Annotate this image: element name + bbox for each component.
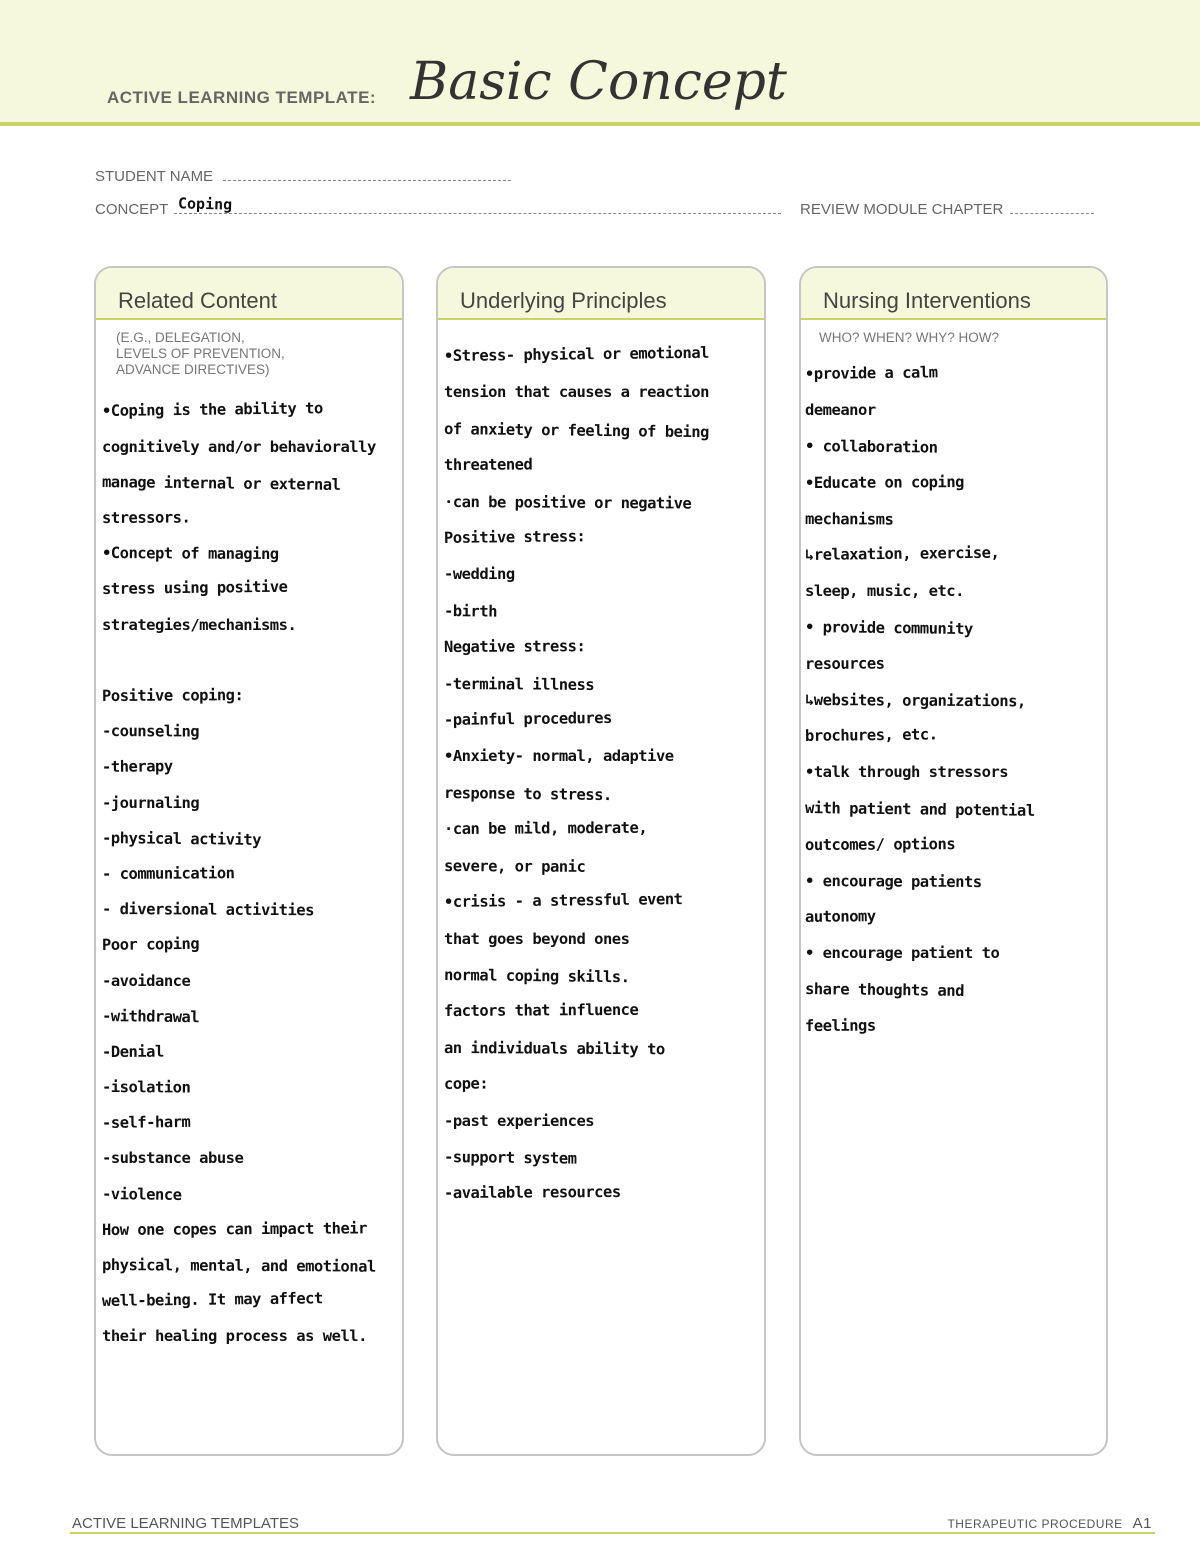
note-line: factors that influence bbox=[443, 1001, 639, 1021]
note-line: physical, mental, and emotional bbox=[101, 1256, 376, 1276]
note-line: with patient and potential bbox=[804, 799, 1035, 821]
note-line: resources bbox=[804, 654, 885, 673]
note-line: -therapy bbox=[101, 757, 173, 776]
note-line: tension that causes a reaction bbox=[444, 383, 709, 402]
note-line: •Stress- physical or emotional bbox=[443, 343, 710, 365]
nursing-interventions-subtitle bbox=[819, 330, 999, 346]
note-line: ↳websites, organizations, bbox=[804, 690, 1026, 711]
student-name-label: STUDENT NAME bbox=[95, 168, 214, 185]
note-line: -Denial bbox=[101, 1042, 164, 1061]
nursing-interventions-header bbox=[801, 268, 1106, 320]
note-line: stress using positive bbox=[101, 577, 288, 598]
footer-divider bbox=[70, 1532, 1155, 1534]
note-line: - communication bbox=[101, 863, 235, 883]
note-line: -terminal illness bbox=[443, 674, 595, 694]
subtitle-line: ADVANCE DIRECTIVES) bbox=[116, 362, 270, 377]
note-line: Negative stress: bbox=[443, 637, 586, 657]
note-line: strategies/mechanisms. bbox=[102, 615, 297, 634]
nursing-interventions-title: Nursing Interventions bbox=[823, 288, 1031, 313]
nursing-interventions-panel bbox=[799, 266, 1108, 1456]
review-module-field bbox=[800, 199, 1094, 218]
note-line: - diversional activities bbox=[101, 900, 315, 920]
note-line: autonomy bbox=[804, 907, 876, 927]
note-line: • encourage patient to bbox=[805, 944, 1000, 963]
note-line: mechanisms bbox=[804, 509, 894, 529]
note-line: well-being. It may affect bbox=[101, 1289, 323, 1310]
concept-value: Coping bbox=[178, 194, 233, 214]
related-content-notes bbox=[96, 394, 402, 1355]
page-title: Basic Concept bbox=[410, 52, 787, 112]
note-line: demeanor bbox=[805, 401, 876, 420]
note-line: cognitively and/or behaviorally bbox=[102, 437, 376, 456]
note-line: -painful procedures bbox=[443, 709, 612, 730]
note-line: ·can be mild, moderate, bbox=[443, 819, 648, 839]
note-line: their healing process as well. bbox=[102, 1327, 367, 1346]
note-line: that goes beyond ones bbox=[444, 929, 630, 948]
related-content-title: Related Content bbox=[118, 288, 277, 313]
note-line: feelings bbox=[804, 1016, 876, 1035]
note-line: -substance abuse bbox=[102, 1149, 244, 1168]
note-line: •crisis - a stressful event bbox=[443, 890, 683, 912]
note-line: -violence bbox=[101, 1185, 182, 1205]
note-line: •talk through stressors bbox=[805, 763, 1009, 782]
subtitle-line: WHO? WHEN? WHY? HOW? bbox=[819, 330, 1000, 345]
related-content-header bbox=[96, 268, 402, 320]
note-line: -support system bbox=[443, 1147, 577, 1168]
note-line: -isolation bbox=[101, 1078, 191, 1097]
note-line: -journaling bbox=[102, 793, 200, 812]
note-line: -birth bbox=[443, 601, 498, 621]
note-line: -self-harm bbox=[101, 1112, 191, 1132]
note-line: stressors. bbox=[101, 508, 191, 527]
related-content-subtitle bbox=[116, 330, 285, 378]
template-label: ACTIVE LEARNING TEMPLATE: bbox=[107, 88, 377, 107]
header-divider bbox=[0, 122, 1200, 126]
note-line: an individuals ability to bbox=[443, 1038, 665, 1059]
note-line: • provide community bbox=[804, 618, 973, 639]
note-line: manage internal or external bbox=[101, 473, 341, 495]
note-line: sleep, music, etc. bbox=[805, 582, 964, 601]
note-line: severe, or panic bbox=[443, 856, 586, 876]
nursing-interventions-notes bbox=[801, 356, 1106, 1044]
note-line: •Concept of managing bbox=[101, 544, 279, 564]
note-line: -counseling bbox=[101, 722, 200, 741]
note-line: -past experiences bbox=[444, 1111, 595, 1130]
note-line: •Anxiety- normal, adaptive bbox=[444, 747, 674, 766]
note-line: share thoughts and bbox=[804, 980, 965, 1001]
subtitle-line: LEVELS OF PREVENTION, bbox=[116, 346, 285, 361]
note-line: of anxiety or feeling of being bbox=[443, 419, 710, 442]
concept-field bbox=[95, 194, 781, 218]
underlying-principles-panel bbox=[436, 266, 766, 1456]
student-name-field bbox=[95, 166, 511, 185]
note-line: response to stress. bbox=[443, 783, 612, 804]
underlying-principles-title: Underlying Principles bbox=[460, 288, 667, 313]
page-code: A1 bbox=[1132, 1515, 1152, 1532]
note-line: brochures, etc. bbox=[804, 725, 938, 746]
footer-section: THERAPEUTIC PROCEDURE bbox=[947, 1517, 1123, 1531]
note-line: •provide a calm bbox=[804, 363, 938, 383]
student-name-line[interactable] bbox=[223, 166, 511, 181]
note-line: • encourage patients bbox=[804, 871, 982, 891]
note-line: cope: bbox=[443, 1074, 489, 1094]
underlying-principles-notes bbox=[438, 338, 764, 1212]
note-line: -avoidance bbox=[102, 971, 191, 990]
note-line: -wedding bbox=[444, 565, 515, 584]
note-line: normal coping skills. bbox=[443, 965, 630, 987]
note-line: •Coping is the ability to bbox=[101, 399, 323, 420]
note-line: How one copes can impact their bbox=[101, 1219, 368, 1239]
subtitle-line: (E.G., DELEGATION, bbox=[116, 330, 245, 345]
related-content-panel bbox=[94, 266, 404, 1456]
note-line: threatened bbox=[443, 455, 533, 475]
note-line: -available resources bbox=[443, 1183, 621, 1203]
note-line: •Educate on coping bbox=[804, 472, 965, 492]
review-module-line[interactable] bbox=[1010, 199, 1094, 214]
concept-label: CONCEPT bbox=[95, 201, 169, 218]
note-line: Poor coping bbox=[101, 934, 200, 954]
note-line: • collaboration bbox=[804, 437, 938, 458]
underlying-principles-header bbox=[438, 268, 764, 320]
note-line: -withdrawal bbox=[101, 1007, 200, 1027]
footer-right-label bbox=[947, 1515, 1152, 1532]
footer-left-label: ACTIVE LEARNING TEMPLATES bbox=[72, 1515, 299, 1532]
note-line: -physical activity bbox=[101, 829, 262, 850]
note-line: outcomes/ options bbox=[804, 834, 956, 854]
note-line: ·can be positive or negative bbox=[443, 492, 692, 513]
note-line: ↳relaxation, exercise, bbox=[804, 543, 1000, 565]
note-line: Positive stress: bbox=[443, 527, 586, 548]
concept-line[interactable] bbox=[174, 194, 781, 214]
note-line: Positive coping: bbox=[101, 685, 244, 705]
review-module-label: REVIEW MODULE CHAPTER bbox=[800, 201, 1004, 218]
